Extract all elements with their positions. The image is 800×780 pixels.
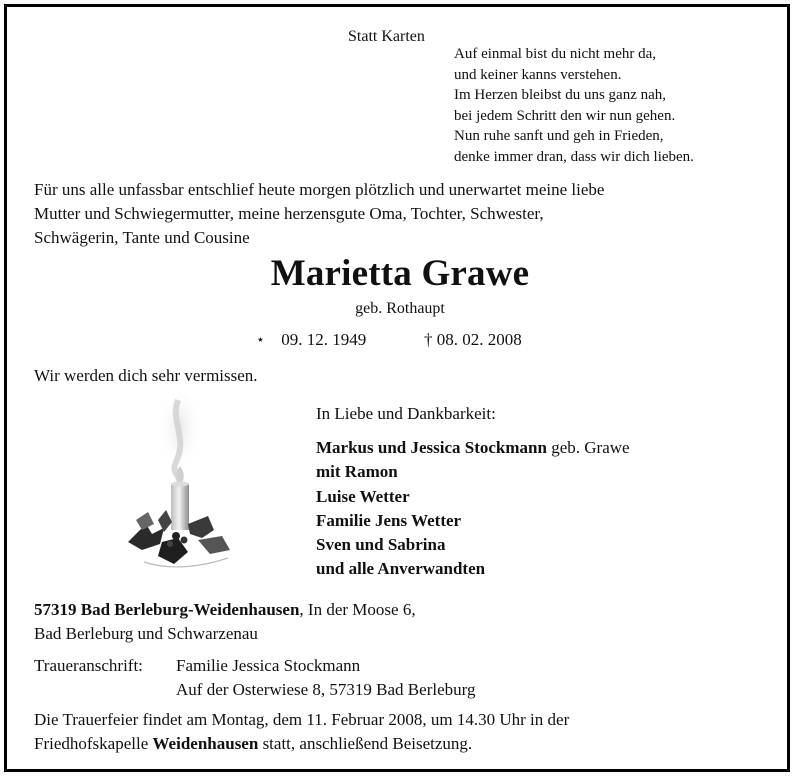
mourner-name: Luise Wetter <box>316 486 410 506</box>
statt-karten: Statt Karten <box>348 28 425 45</box>
family-place: 57319 Bad Berleburg-Weidenhausen <box>34 600 300 619</box>
mourner-name: mit Ramon <box>316 462 398 482</box>
family-address-line2: Bad Berleburg und Schwarzenau <box>34 624 258 643</box>
mourning-address-line2: Auf der Osterwiese 8, 57319 Bad Berleburg <box>176 680 476 699</box>
mourning-address-line1: Familie Jessica Stockmann <box>176 656 361 675</box>
intro-line: Für uns alle unfassbar entschlief heute morgen plötzlich und unerwartet meine liebe <box>34 180 605 199</box>
maiden-name: geb. Rothaupt <box>355 300 445 317</box>
intro-text <box>34 178 764 250</box>
mourner-name: Familie Jens Wetter <box>316 510 462 530</box>
funeral-text-end: statt, anschließend Beisetzung. <box>258 734 473 753</box>
mourners-list <box>316 436 630 582</box>
death-date <box>424 330 522 350</box>
family-street: , In der Moose 6, <box>299 600 416 619</box>
funeral-line1: Die Trauerfeier findet am Montag, dem 11. Februar 2008, um 14.30 Uhr in der <box>34 710 570 729</box>
mourner-name: und alle Anverwandten <box>316 559 486 579</box>
mourners-heading: In Liebe und Dankbarkeit: <box>316 404 496 423</box>
mourner-suffix: geb. Grawe <box>546 438 630 457</box>
funeral-text: Friedhofskapelle <box>34 734 153 753</box>
poem-line: Nun ruhe sanft und geh in Frieden, <box>454 128 664 144</box>
death-cross-icon: † <box>424 330 433 349</box>
poem-line: bei jedem Schritt den wir nun gehen. <box>454 107 676 124</box>
mourning-address-label: Traueranschrift: <box>34 656 143 675</box>
mourner-name: Markus und Jessica Stockmann <box>316 438 547 457</box>
mourner-name: Sven und Sabrina <box>316 535 446 555</box>
poem-line: und keiner kanns verstehen. <box>454 66 622 83</box>
funeral-line2 <box>34 734 472 754</box>
funeral-place: Weidenhausen <box>152 734 259 753</box>
deceased-name: Marietta Grawe <box>270 253 530 294</box>
family-address <box>34 600 416 620</box>
poem <box>454 44 694 167</box>
intro-line: Schwägerin, Tante und Cousine <box>34 228 250 247</box>
birth-star-icon: ⋆ <box>256 333 265 348</box>
birth-date-value: 09. 12. 1949 <box>281 330 367 349</box>
miss-line: Wir werden dich sehr vermissen. <box>34 366 258 385</box>
poem-line: Auf einmal bist du nicht mehr da, <box>454 46 657 62</box>
intro-line: Mutter und Schwiegermutter, meine herzensgute Oma, Tochter, Schwester, <box>34 204 544 223</box>
mourner-line <box>316 436 630 460</box>
death-date-value: 08. 02. 2008 <box>436 330 522 349</box>
candle-icon <box>118 392 236 574</box>
poem-line: denke immer dran, dass wir dich lieben. <box>454 148 694 165</box>
birth-date <box>256 330 366 350</box>
poem-line: Im Herzen bleibst du uns ganz nah, <box>454 87 667 103</box>
